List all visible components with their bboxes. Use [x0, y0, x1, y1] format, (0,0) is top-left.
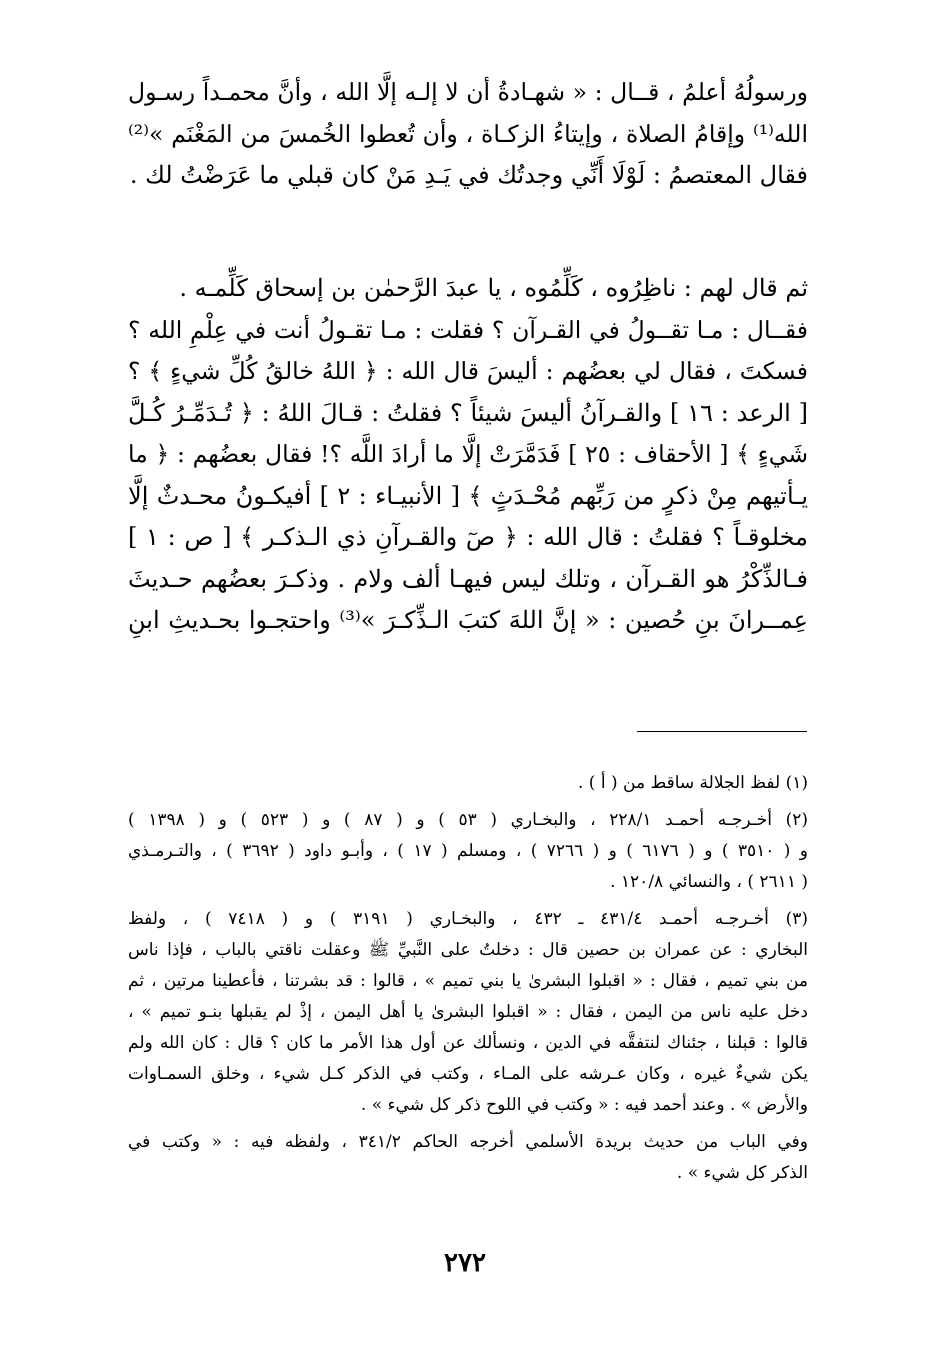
footnotes — [128, 768, 808, 1189]
footnote-2 — [128, 805, 808, 898]
footnote-line: ( ٢٦١١ ) ، والنسائي ١٢٠/٨ . — [610, 872, 808, 892]
body-line: ثم قال لهم : ناظِرُوه ، كَلِّمُوه ، يا عبدَ الرَّحمٰن بن إسحاق كَلِّمـه . — [179, 274, 808, 302]
footnote-line: (٣) أخـرجـه أحمـد ٤٣١/٤ ـ ٤٣٢ ، والبخـاري ( ٣١٩١ ) و ( ٧٤١٨ ) ، ولفظ — [128, 909, 808, 929]
body-line: فـالذِّكْرُ هو القـرآن ، وتلك ليس فيهـا ألف ولام . وذكـرَ بعضُهم حـديثَ — [128, 564, 808, 593]
body-line: مخلوقـاً ؟ فقلتُ : قال الله : ﴿ صٓ والقـرآنِ ذي الـذكـر ﴾ [ ص : ١ ] — [128, 523, 808, 551]
footnote-line: الذكر كل شيء » . — [676, 1163, 808, 1183]
footnote-line: يكن شيءٌ غيره ، وكان عـرشه على المـاء ، وكتب في الذكر كـل شيء ، وخلق السمـاوات — [128, 1064, 808, 1084]
footnote-line: قالوا : قبلنا ، جئناك لنتفقَّه في الدين ، ونسألك عن أول هذا الأمر ما كان ؟ قال : كان الله ولم — [128, 1033, 808, 1053]
body-line: فقال المعتصمُ : لَوْلَا أَنِّي وجدتُك في يَـدِ مَنْ كان قبلي ما عَرَضْتُ لك . — [129, 161, 808, 189]
footnote-line: (١) لفظ الجلالة ساقط من ( أ ) . — [578, 773, 808, 793]
footnote-line: (٢) أخـرجـه أحمـد ٢٢٨/١ ، والبخـاري ( ٥٣ ) و ( ٨٧ ) و ( ٥٢٣ ) و ( ١٣٩٨ ) — [128, 810, 808, 830]
body-paragraph-2 — [128, 268, 808, 642]
body-line: فقــال : مـا تقــولُ في القـرآن ؟ فقلت : مـا تقـولُ أنت في عِلْمِ الله ؟ — [128, 315, 808, 344]
footnote-line: البخاري : عن عمران بن حصين قال : دخلتُ على النَّبيِّ ﷺ وعقلت ناقتي بالباب ، فإذا ناس — [128, 940, 808, 960]
footnote-4 — [128, 1127, 808, 1189]
body-line: فسكتَ ، فقال لي بعضُهم : أليسَ قال الله : ﴿ اللهُ خالقُ كُلِّ شيءٍ ﴾ ؟ — [128, 357, 808, 385]
footnote-line: وفي الباب من حديث بريدة الأسلمي أخرجه الحاكم ٣٤١/٢ ، ولفظه فيه : « وكتب في — [128, 1132, 808, 1152]
body-line: ورسولُهُ أعلمُ ، قــال : « شهـادةُ أن لا إلـه إلَّا الله ، وأنَّ محمـداً رسـول — [128, 78, 808, 106]
body-paragraph-1 — [128, 72, 808, 197]
footnote-line: و ( ٣٥١٠ ) و ( ٦١٧٦ ) و ( ٧٢٦٦ ) ، ومسلم ( ١٧ ) ، وأبـو داود ( ٣٦٩٢ ) ، والتـرمـذي — [128, 841, 808, 861]
footnote-line: والأرض » . وعند أحمد فيه : « وكتب في اللوح ذكر كل شيء » . — [360, 1095, 808, 1115]
body-line: عِمــرانَ بنِ حُصين : « إنَّ اللهَ كتبَ الـذِّكـرَ »⁽³⁾ واحتجـوا بحـديثِ ابنِ — [128, 606, 809, 634]
body-line: شَيءٍ ﴾ [ الأحقاف : ٢٥ ] فَدَمَّرَتْ إلَّا ما أرادَ اللَّه ؟! فقال بعضُهم : ﴿ ما — [128, 440, 809, 468]
footnote-separator — [637, 731, 807, 732]
page-number: ٢٧٢ — [444, 1248, 486, 1278]
footnote-line: دخل عليه ناس من اليمن ، فقال : « اقبلوا البشرىٰ يا أهل اليمن ، إذْ لم يقبلها بنـو تميم » ، — [128, 1002, 808, 1022]
footnote-1 — [128, 768, 808, 799]
footnote-line: من بني تميم ، فقال : « اقبلوا البشرىٰ يا بني تميم » ، قالوا : قد بشرتنا ، فأعطينا مرتين ، ثم — [128, 971, 808, 991]
body-line: الله⁽¹⁾ وإقامُ الصلاة ، وإيتاءُ الزكـاة ، وأن تُعطوا الخُمسَ من المَغْنَم »⁽²⁾ — [128, 119, 808, 148]
body-line: [ الرعد : ١٦ ] والقـرآنُ أليسَ شيئاً ؟ فقلتُ : قـالَ اللهُ : ﴿ تُـدَمِّـرُ كُـلَّ — [128, 398, 808, 427]
body-line: يـأتيهم مِنْ ذكرٍ من رَبِّهم مُحْـدَثٍ ﴾ [ الأنبيـاء : ٢ ] أفيكـونُ محـدثٌ إلَّا — [128, 481, 808, 510]
footnote-3 — [128, 904, 808, 1121]
